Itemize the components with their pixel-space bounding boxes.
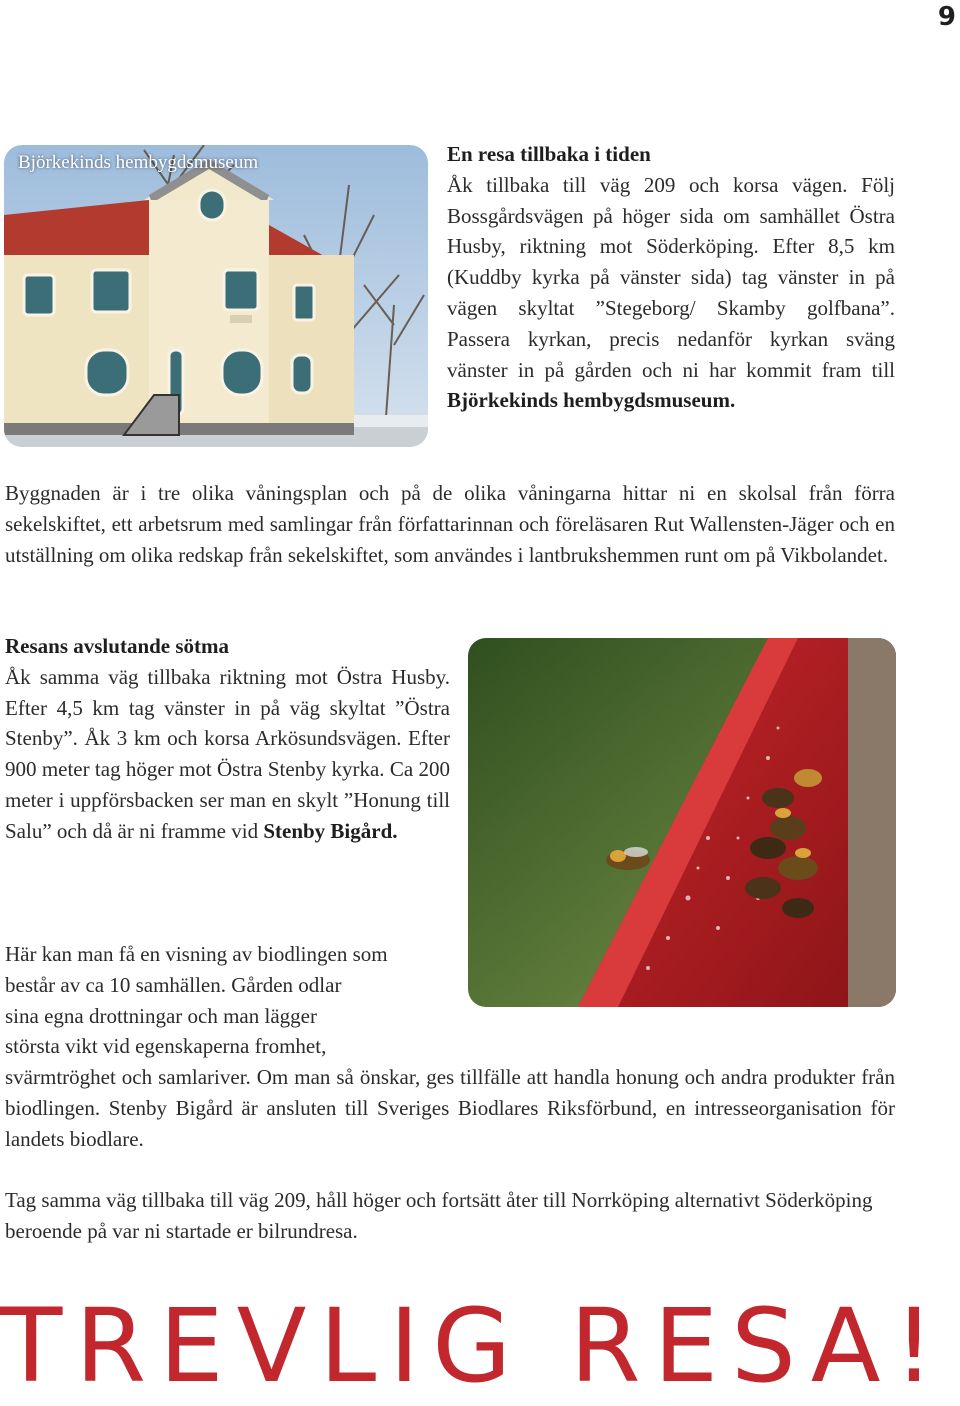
text-line: består av ca 10 samhällen. Gården odlar — [5, 972, 342, 997]
section-bee-farm — [5, 631, 450, 847]
section-museum — [447, 139, 895, 416]
section-body: Åk tillbaka till väg 209 och korsa vägen. Följ Bossgårdsvägen på höger sida om samhället Östra Husby, riktning mot Söderköping. Efter 8,5 km (Kuddby kyrka på vänster sida) tag vänster in på vägen skyltat ”Stegeborg/ Skamby golfbana”. Passera kyrkan, precis nedanför kyrkan sväng vänster in på gården och ni har kommit fram till — [447, 172, 895, 382]
page-number: 9 — [937, 2, 956, 32]
section-body: Åk samma väg tillbaka riktning mot Östra Husby. Efter 4,5 km tag vänster in på väg skyltat ”Östra Stenby”. Åk 3 km och korsa Arkösundsvägen. Efter 900 meter tag höger mot Östra Stenby kyrka. Ca 200 meter i uppförsbacken ser man en skylt ”Honung till Salu” och då är ni framme vid — [5, 664, 450, 843]
return-directions: Tag samma väg tillbaka till väg 209, håll höger och fortsätt åter till Norrköping alternativt Söderköping beroende på var ni startade er bilrundresa. — [5, 1188, 873, 1243]
photo-caption: Björkekinds hembygdsmuseum — [18, 152, 259, 173]
destination-name: Björkekinds hembygdsmuseum. — [447, 388, 736, 413]
museum-building-illustration — [4, 145, 428, 447]
destination-name: Stenby Bigård. — [263, 818, 398, 843]
text-line: sina egna drottningar och man lägger — [5, 1003, 317, 1028]
closing-greeting: TREVLIG RESA! — [0, 1287, 948, 1406]
section-heading: En resa tillbaka i tiden — [447, 142, 651, 166]
bee-farm-description — [5, 939, 895, 1155]
section-heading: Resans avslutande sötma — [5, 634, 230, 658]
text-rest: svärmtröghet och samlariver. Om man så önskar, ges tillfälle att handla honung och andra produkter från biodlingen. Stenby Bigård är ansluten till Sveriges Biodlares Riksförbund, en intresseorganisation för landets biodlare. — [5, 1065, 895, 1151]
museum-photo — [4, 145, 428, 447]
text-line: största vikt vid egenskaperna fromhet, — [5, 1034, 327, 1059]
text-line: Här kan man få en visning av biodlingen som — [5, 942, 388, 966]
museum-description: Byggnaden är i tre olika våningsplan och på de olika våningarna hittar ni en skolsal från förra sekelskiftet, ett arbetsrum med samlingar från författarinnan och föreläsaren Rut Wallensten-Jäger och en utställning om olika redskap från sekelskiftet, som användes i lantbrukshemmen runt om på Vikbolandet. — [5, 481, 895, 567]
